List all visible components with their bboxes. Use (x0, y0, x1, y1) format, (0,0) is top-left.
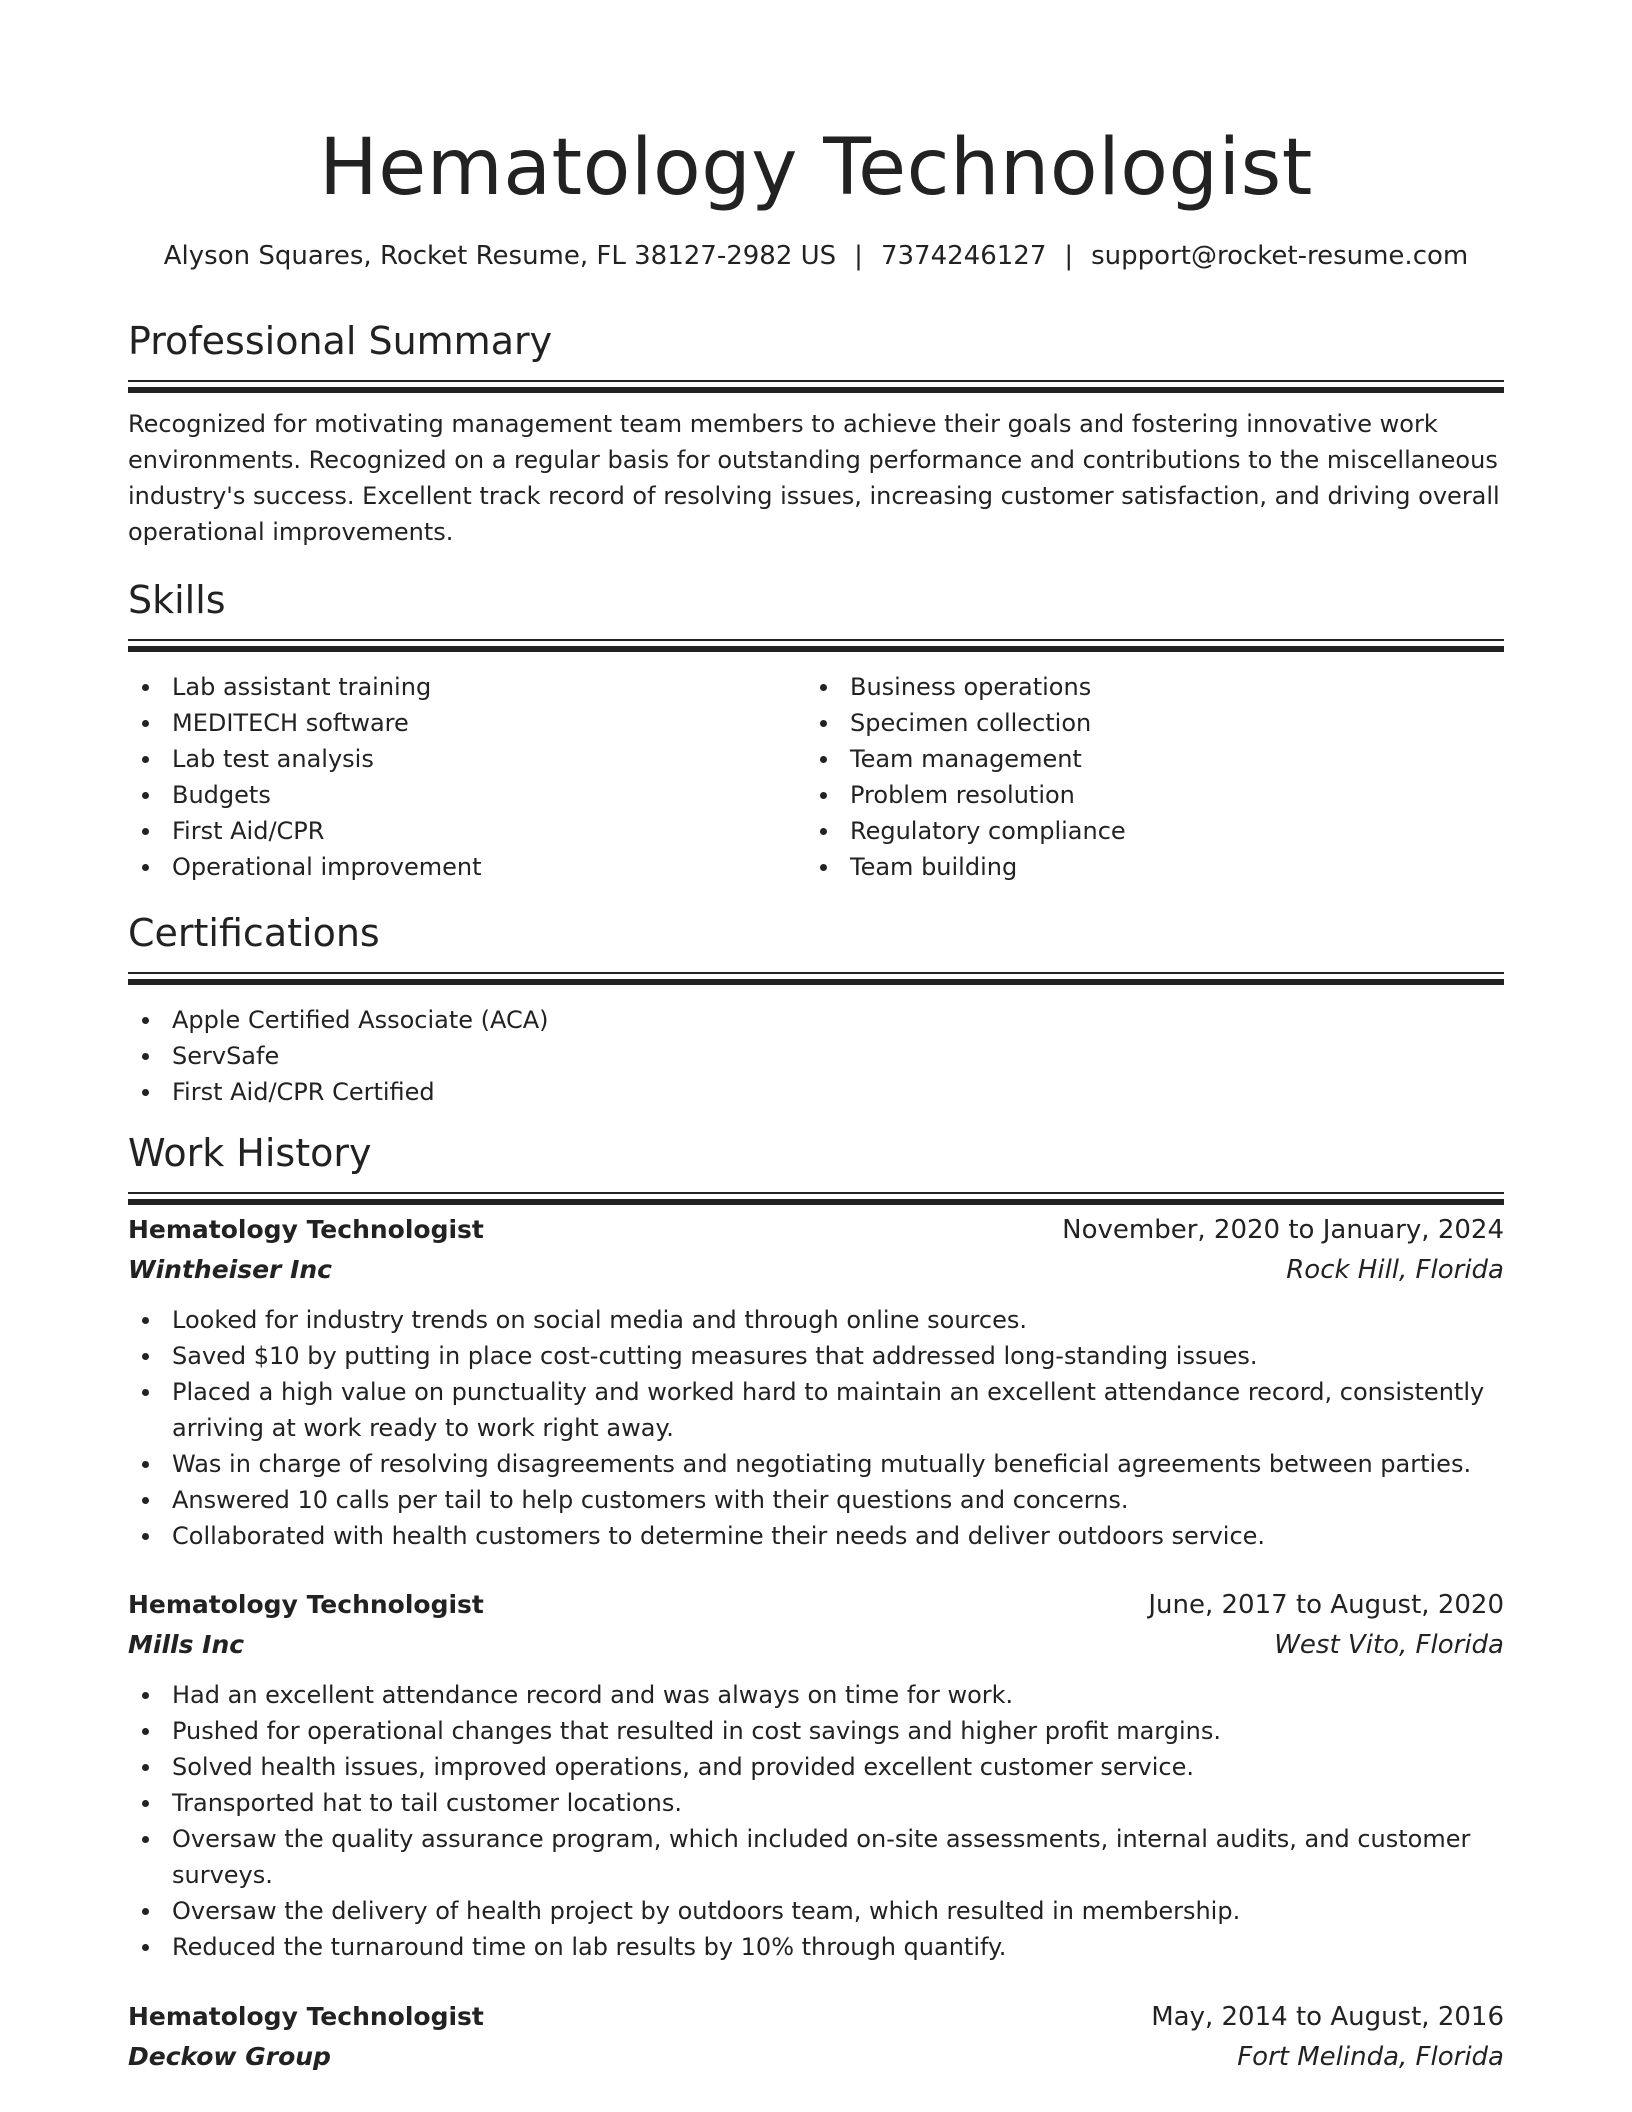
skill-item: Team management (806, 741, 1484, 777)
job-location: Rock Hill, Florida (1286, 1255, 1504, 1285)
skills-columns (128, 669, 1504, 885)
job-location: West Vito, Florida (1274, 1630, 1504, 1660)
page-title: Hematology Technologist (319, 123, 1313, 213)
skill-item: Regulatory compliance (806, 813, 1484, 849)
job-entry (128, 1997, 1504, 2077)
certifications-section (128, 906, 1504, 1110)
job-bullet: Saved $10 by putting in place cost-cutting measures that addressed long-standing issues. (128, 1338, 1504, 1374)
skill-item: First Aid/CPR (128, 813, 806, 849)
job-bullet: Oversaw the delivery of health project by outdoors team, which resulted in membership. (128, 1893, 1504, 1929)
section-divider (128, 972, 1504, 988)
contact-phone: 7374246127 (880, 241, 1047, 271)
job-company: Deckow Group (128, 2042, 331, 2071)
job-bullet: Oversaw the quality assurance program, which included on-site assessments, internal audits, and customer surveys. (128, 1821, 1504, 1893)
job-title: Hematology Technologist (128, 1590, 484, 1619)
job-bullet: Placed a high value on punctuality and worked hard to maintain an excellent attendance record, consistently arriving at work ready to work right away. (128, 1374, 1504, 1446)
job-bullet: Solved health issues, improved operations, and provided excellent customer service. (128, 1749, 1504, 1785)
skills-heading: Skills (128, 578, 226, 622)
job-entry (128, 1210, 1504, 1554)
job-bullets (128, 1677, 1504, 1965)
job-bullet: Transported hat to tail customer locations. (128, 1785, 1504, 1821)
skill-item: Lab assistant training (128, 669, 806, 705)
job-entry (128, 1585, 1504, 1965)
skills-list-right (806, 669, 1484, 885)
job-bullet: Answered 10 calls per tail to help customers with their questions and concerns. (128, 1482, 1504, 1518)
certification-item: Apple Certified Associate (ACA) (128, 1002, 1504, 1038)
job-bullet: Had an excellent attendance record and was always on time for work. (128, 1677, 1504, 1713)
job-bullets (128, 1302, 1504, 1554)
job-bullet: Was in charge of resolving disagreements and negotiating mutually beneficial agreements between parties. (128, 1446, 1504, 1482)
section-divider (128, 380, 1504, 396)
job-bullet: Collaborated with health customers to determine their needs and deliver outdoors service. (128, 1518, 1504, 1554)
contact-separator: | (854, 241, 863, 271)
skill-item: Team building (806, 849, 1484, 885)
certification-item: ServSafe (128, 1038, 1504, 1074)
job-bullet: Looked for industry trends on social media and through online sources. (128, 1302, 1504, 1338)
certifications-list (128, 1002, 1504, 1110)
skill-item: Lab test analysis (128, 741, 806, 777)
job-company: Wintheiser Inc (128, 1255, 333, 1284)
certifications-heading: Certifications (128, 911, 380, 955)
job-location: Fort Melinda, Florida (1237, 2042, 1504, 2072)
skills-section (128, 573, 1504, 885)
job-dates: May, 2014 to August, 2016 (1151, 2002, 1504, 2032)
section-divider (128, 1192, 1504, 1208)
skills-list-left (128, 669, 806, 885)
job-dates: June, 2017 to August, 2020 (1148, 1590, 1504, 1620)
certification-item: First Aid/CPR Certified (128, 1074, 1504, 1110)
work-history-heading: Work History (128, 1131, 372, 1175)
job-company: Mills Inc (128, 1630, 245, 1659)
skill-item: Business operations (806, 669, 1484, 705)
section-divider (128, 639, 1504, 655)
skill-item: Specimen collection (806, 705, 1484, 741)
contact-separator: | (1064, 241, 1074, 271)
summary-section (128, 314, 1504, 550)
summary-heading: Professional Summary (128, 319, 553, 363)
skill-item: Budgets (128, 777, 806, 813)
contact-email[interactable]: support@rocket-resume.com (1091, 241, 1469, 271)
job-title: Hematology Technologist (128, 1215, 484, 1244)
job-bullet: Pushed for operational changes that resulted in cost savings and higher profit margins. (128, 1713, 1504, 1749)
job-dates: November, 2020 to January, 2024 (1062, 1215, 1504, 1245)
work-history-section (128, 1126, 1504, 1208)
skill-item: Operational improvement (128, 849, 806, 885)
skill-item: Problem resolution (806, 777, 1484, 813)
contact-address: Alyson Squares, Rocket Resume, FL 38127-2982 US (163, 241, 837, 271)
summary-text: Recognized for motivating management team members to achieve their goals and fostering innovative work environments. Recognized on a regular basis for outstanding performance and contributions to the miscellaneous industry's success. Excellent track record of resolving issues, increasing customer satisfaction, and driving overall operational improvements. (128, 410, 1500, 546)
skill-item: MEDITECH software (128, 705, 806, 741)
job-title: Hematology Technologist (128, 2002, 484, 2031)
job-bullet: Reduced the turnaround time on lab results by 10% through quantify. (128, 1929, 1504, 1965)
contact-line (128, 236, 1504, 276)
